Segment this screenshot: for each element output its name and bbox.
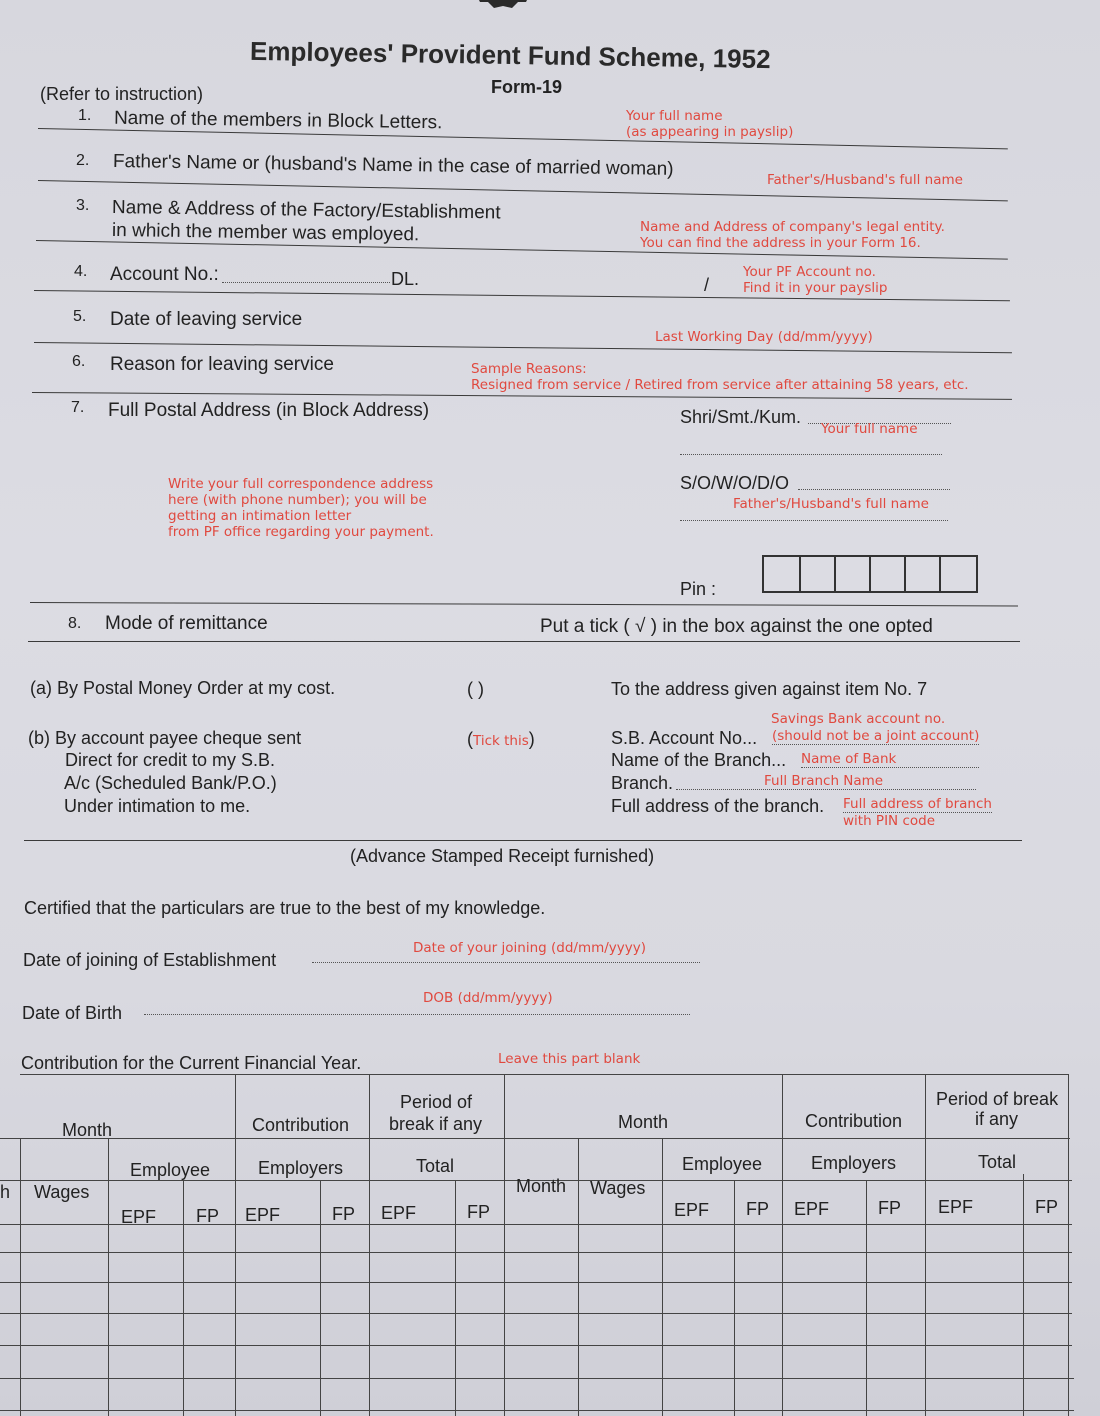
- item-7-shri-label: Shri/Smt./Kum.: [680, 407, 802, 427]
- checkbox-close-paren: ): [528, 729, 535, 749]
- th-employee: Employee: [130, 1160, 211, 1180]
- account-number-field[interactable]: [222, 282, 390, 283]
- item-5-hint: Last Working Day (dd/mm/yyyy): [655, 329, 873, 345]
- contribution-label: Contribution for the Current Financial Year.: [21, 1053, 362, 1073]
- emblem-gear-icon: [460, 0, 546, 18]
- address-hint-line1: Write your full correspondence address: [168, 476, 434, 492]
- th-employee-2: Employee: [682, 1154, 763, 1174]
- remit-option-a-destination: To the address given against item No. 7: [611, 679, 928, 699]
- remit-section-underline: [24, 840, 1022, 841]
- certified-statement: Certified that the particulars are true to the best of my knowledge.: [24, 898, 546, 918]
- th-wages-2: Wages: [590, 1178, 646, 1198]
- item-6-hint-line1: Sample Reasons:: [471, 361, 587, 377]
- dob-hint: DOB (dd/mm/yyyy): [423, 990, 553, 1006]
- remit-option-b-line2: Direct for credit to my S.B.: [65, 750, 276, 770]
- item-1-hint-line1: Your full name: [626, 108, 723, 124]
- remit-option-a-checkbox[interactable]: ( ): [467, 679, 484, 699]
- remit-option-b-line1: (b) By account payee cheque sent: [28, 728, 302, 748]
- refer-instruction: (Refer to instruction): [40, 84, 204, 104]
- item-3-label-line2: in which the member was employed.: [111, 220, 420, 246]
- sb-account-hint: Savings Bank account no.: [771, 711, 946, 727]
- so-name-field[interactable]: [798, 489, 950, 490]
- th-cut-month: h: [0, 1182, 11, 1202]
- item-6-hint: [471, 361, 969, 393]
- th-employee-epf: EPF: [121, 1207, 157, 1227]
- pin-cell-3[interactable]: [834, 557, 836, 591]
- branch-name-label: Name of the Branch...: [611, 750, 787, 770]
- form-title: Employees' Provident Fund Scheme, 1952: [249, 35, 771, 75]
- th-month-col: Month: [516, 1176, 567, 1196]
- item-3-hint-line1: Name and Address of company's legal entity.: [640, 219, 945, 235]
- full-address-branch-field[interactable]: [843, 796, 992, 829]
- item-8-label: Mode of remittance: [105, 613, 268, 634]
- item-6-number: 6.: [72, 353, 86, 370]
- table-col-line-1: [108, 1138, 109, 1416]
- address-hint-line2: here (with phone number); you will be: [168, 492, 427, 508]
- item-2-hint: Father's/Husband's full name: [767, 172, 963, 188]
- item-4-hint-line2: Find it in your payslip: [743, 280, 888, 296]
- item-1-underline: [38, 128, 1008, 149]
- item-7-address-hint: [168, 476, 434, 540]
- table-col-line-5: [369, 1074, 370, 1416]
- th-employee2-fp: FP: [746, 1199, 770, 1219]
- dob-label: Date of Birth: [22, 1003, 123, 1023]
- item-4-dl: DL.: [391, 269, 420, 289]
- remit-option-b-line4: Under intimation to me.: [64, 796, 251, 816]
- th-employers2-fp: FP: [878, 1198, 902, 1218]
- table-col-line-2: [183, 1180, 184, 1416]
- item-2-label: Father's Name or (husband's Name in the case of married woman): [112, 151, 674, 180]
- remit-option-b-line3: A/c (Scheduled Bank/P.O.): [64, 773, 277, 793]
- branch-label: Branch.: [611, 773, 674, 793]
- item-8-instruction: Put a tick ( √ ) in the box against the one opted: [540, 616, 933, 637]
- sb-account-label: S.B. Account No...: [611, 728, 758, 748]
- table-row-line-5: [0, 1345, 1072, 1346]
- item-5-label: Date of leaving service: [110, 309, 303, 330]
- item-8-number: 8.: [68, 615, 82, 632]
- item-7-so-hint: Father's/Husband's full name: [733, 496, 929, 512]
- doj-field[interactable]: [312, 962, 700, 963]
- table-row-line-6: [0, 1378, 1074, 1379]
- address-hint-line3: getting an intimation letter: [168, 508, 352, 524]
- table-row-line-3: [0, 1282, 1072, 1283]
- remit-option-b-checkbox[interactable]: [467, 729, 535, 750]
- th-wages: Wages: [34, 1182, 90, 1202]
- th-period-line2: break if any: [389, 1114, 483, 1134]
- th-employee-fp: FP: [196, 1206, 220, 1226]
- table-row-line-7: [0, 1410, 1074, 1411]
- table-row-line-4: [0, 1313, 1072, 1314]
- table-col-line-12: [866, 1180, 867, 1416]
- full-address-line1: Full address of branch: [843, 796, 992, 812]
- th-period-right-line1: Period of break: [936, 1089, 1059, 1109]
- table-top-border: [20, 1074, 1068, 1075]
- item-1-label: Name of the members in Block Letters.: [113, 107, 443, 134]
- table-col-line-3: [235, 1074, 236, 1416]
- th-contribution-2: Contribution: [805, 1111, 903, 1131]
- th-total-fp: FP: [467, 1202, 491, 1222]
- th-month: Month: [62, 1120, 113, 1140]
- th-employers2-epf: EPF: [794, 1199, 830, 1219]
- item-4-hint: [743, 264, 887, 296]
- table-row-line-1: [0, 1224, 1072, 1225]
- pin-cell-2[interactable]: [799, 557, 801, 591]
- table-col-line-11: [782, 1074, 783, 1416]
- item-6-underline: [32, 392, 1012, 400]
- th-employers-epf: EPF: [245, 1205, 281, 1225]
- item-4-label: Account No.:: [110, 264, 219, 285]
- item-7-so-label: S/O/W/O/D/O: [680, 473, 790, 493]
- item-4-slash: /: [704, 275, 710, 295]
- table-col-line-10: [734, 1180, 735, 1416]
- table-col-line-4: [320, 1180, 321, 1416]
- sb-account-field[interactable]: (should not be a joint account): [772, 728, 980, 744]
- pin-cell-4[interactable]: [869, 557, 871, 591]
- th-total-epf: EPF: [381, 1203, 417, 1223]
- item-3-number: 3.: [76, 197, 90, 214]
- shri-name-field-line2[interactable]: [680, 454, 942, 455]
- item-4-hint-line1: Your PF Account no.: [743, 264, 876, 280]
- item-7-pin-label: Pin :: [680, 579, 717, 599]
- table-col-line-15: [1068, 1074, 1069, 1416]
- th-employee2-epf: EPF: [674, 1200, 710, 1220]
- table-col-line-13: [925, 1074, 926, 1416]
- table-col-line-6: [455, 1180, 456, 1416]
- th-total2-epf: EPF: [938, 1197, 974, 1217]
- table-col-line-8: [578, 1138, 579, 1416]
- table-row-line-2: [0, 1252, 1072, 1253]
- contribution-hint: Leave this part blank: [498, 1051, 641, 1067]
- item-3-hint: [640, 219, 945, 251]
- item-1-hint-line2: (as appearing in payslip): [626, 124, 794, 140]
- doj-label: Date of joining of Establishment: [23, 950, 277, 970]
- th-total: Total: [416, 1156, 455, 1176]
- advance-stamped-receipt: (Advance Stamped Receipt furnished): [350, 846, 655, 866]
- item-1-hint: [626, 108, 793, 140]
- th-total-2: Total: [978, 1152, 1017, 1172]
- branch-field[interactable]: Full Branch Name: [764, 773, 884, 789]
- item-6-label: Reason for leaving service: [110, 354, 334, 375]
- th-contribution: Contribution: [252, 1115, 350, 1135]
- address-hint-line4: from PF office regarding your payment.: [168, 524, 434, 540]
- th-period-line1: Period of: [400, 1092, 473, 1112]
- item-4-number: 4.: [74, 263, 88, 280]
- item-3-label-line1: Name & Address of the Factory/Establishment: [111, 197, 501, 224]
- so-name-field-line2[interactable]: [680, 520, 948, 521]
- th-month-2: Month: [618, 1112, 669, 1132]
- th-employers-2: Employers: [811, 1153, 897, 1173]
- remit-option-a-label: (a) By Postal Money Order at my cost.: [30, 678, 336, 698]
- item-1-number: 1.: [78, 107, 92, 124]
- table-col-line-9: [662, 1138, 663, 1416]
- checkbox-open-paren: (: [467, 729, 473, 749]
- table-col-line-7: [504, 1074, 505, 1416]
- item-6-hint-line2: Resigned from service / Retired from service after attaining 58 years, etc.: [471, 377, 969, 393]
- tick-this-hint: Tick this: [473, 733, 529, 749]
- table-col-line-0: [20, 1138, 21, 1416]
- pin-cell-6[interactable]: [939, 557, 941, 591]
- item-3-hint-line2: You can find the address in your Form 16.: [640, 235, 921, 251]
- branch-name-field[interactable]: Name of Bank: [801, 751, 979, 768]
- table-header-divider-1: [0, 1138, 1070, 1139]
- th-employers: Employers: [258, 1158, 344, 1178]
- item-8-underline: [28, 641, 1020, 642]
- table-col-line-14: [1023, 1174, 1024, 1416]
- item-5-number: 5.: [73, 308, 87, 325]
- dob-field[interactable]: [144, 1014, 690, 1015]
- branch-field-dots[interactable]: [676, 789, 976, 790]
- pin-code-boxes[interactable]: [762, 555, 978, 593]
- full-address-branch-label: Full address of the branch.: [611, 796, 825, 816]
- item-7-shri-hint: Your full name: [821, 421, 918, 437]
- item-2-number: 2.: [76, 152, 90, 169]
- item-7-underline: [30, 602, 1018, 606]
- full-address-line2: with PIN code: [843, 813, 936, 829]
- th-employers-fp: FP: [332, 1204, 356, 1224]
- form-number: Form-19: [491, 77, 563, 97]
- pin-cell-5[interactable]: [904, 557, 906, 591]
- th-period-right-line2: if any: [975, 1109, 1019, 1129]
- item-7-label: Full Postal Address (in Block Address): [108, 400, 430, 421]
- th-total2-fp: FP: [1035, 1197, 1059, 1217]
- doj-hint: Date of your joining (dd/mm/yyyy): [413, 940, 647, 956]
- item-7-number: 7.: [71, 399, 85, 416]
